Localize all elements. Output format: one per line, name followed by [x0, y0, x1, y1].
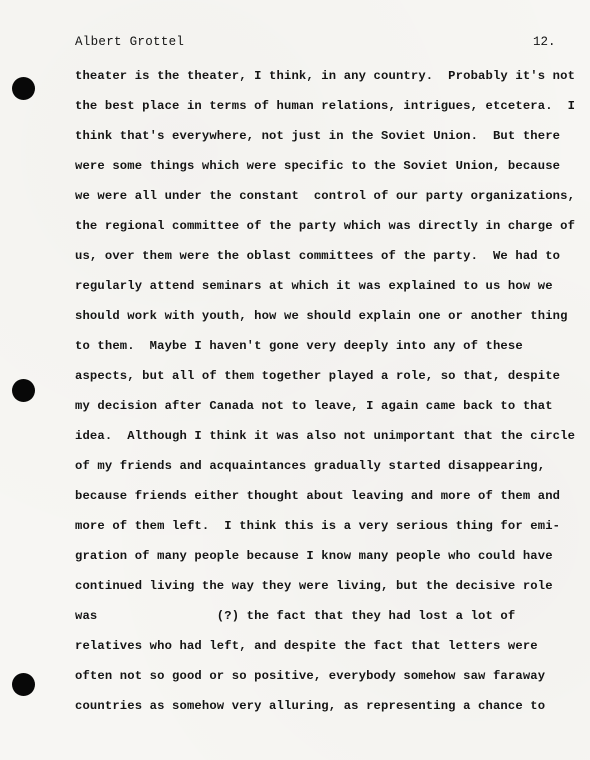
text-line: regularly attend seminars at which it was explained to us how we: [75, 279, 553, 293]
binder-hole-middle: [12, 379, 35, 402]
text-line: relatives who had left, and despite the fact that letters were: [75, 639, 538, 653]
text-line: of my friends and acquaintances gradually started disappearing,: [75, 459, 546, 473]
text-line: gration of many people because I know many people who could have: [75, 549, 553, 563]
text-line: because friends either thought about leaving and more of them and: [75, 489, 561, 503]
text-line: were some things which were specific to the Soviet Union, because: [75, 159, 561, 173]
text-line: the best place in terms of human relations, intrigues, etcetera. I: [75, 99, 576, 113]
binder-hole-top: [12, 77, 35, 100]
transcript-body: [75, 66, 575, 726]
text-line: to them. Maybe I haven't gone very deeply into any of these: [75, 339, 523, 353]
text-line: the regional committee of the party which was directly in charge of: [75, 219, 576, 233]
text-line: we were all under the constant control of our party organizations,: [75, 189, 576, 203]
text-line: theater is the theater, I think, in any country. Probably it's not: [75, 69, 576, 83]
text-line: should work with youth, how we should explain one or another thing: [75, 309, 568, 323]
text-line: countries as somehow very alluring, as representing a chance to: [75, 699, 546, 713]
text-line: often not so good or so positive, everybody somehow saw faraway: [75, 669, 546, 683]
page-header-name: Albert Grottel: [75, 35, 185, 49]
text-line: think that's everywhere, not just in the Soviet Union. But there: [75, 129, 561, 143]
text-line: aspects, but all of them together played a role, so that, despite: [75, 369, 561, 383]
text-line: more of them left. I think this is a very serious thing for emi-: [75, 519, 561, 533]
text-line: continued living the way they were living, but the decisive role: [75, 579, 553, 593]
text-line: idea. Although I think it was also not unimportant that the circle: [75, 429, 576, 443]
text-line: was (?) the fact that they had lost a lot of: [75, 609, 516, 623]
page-number: 12.: [533, 35, 556, 49]
text-line: us, over them were the oblast committees of the party. We had to: [75, 249, 561, 263]
binder-hole-bottom: [12, 673, 35, 696]
text-line: my decision after Canada not to leave, I again came back to that: [75, 399, 553, 413]
